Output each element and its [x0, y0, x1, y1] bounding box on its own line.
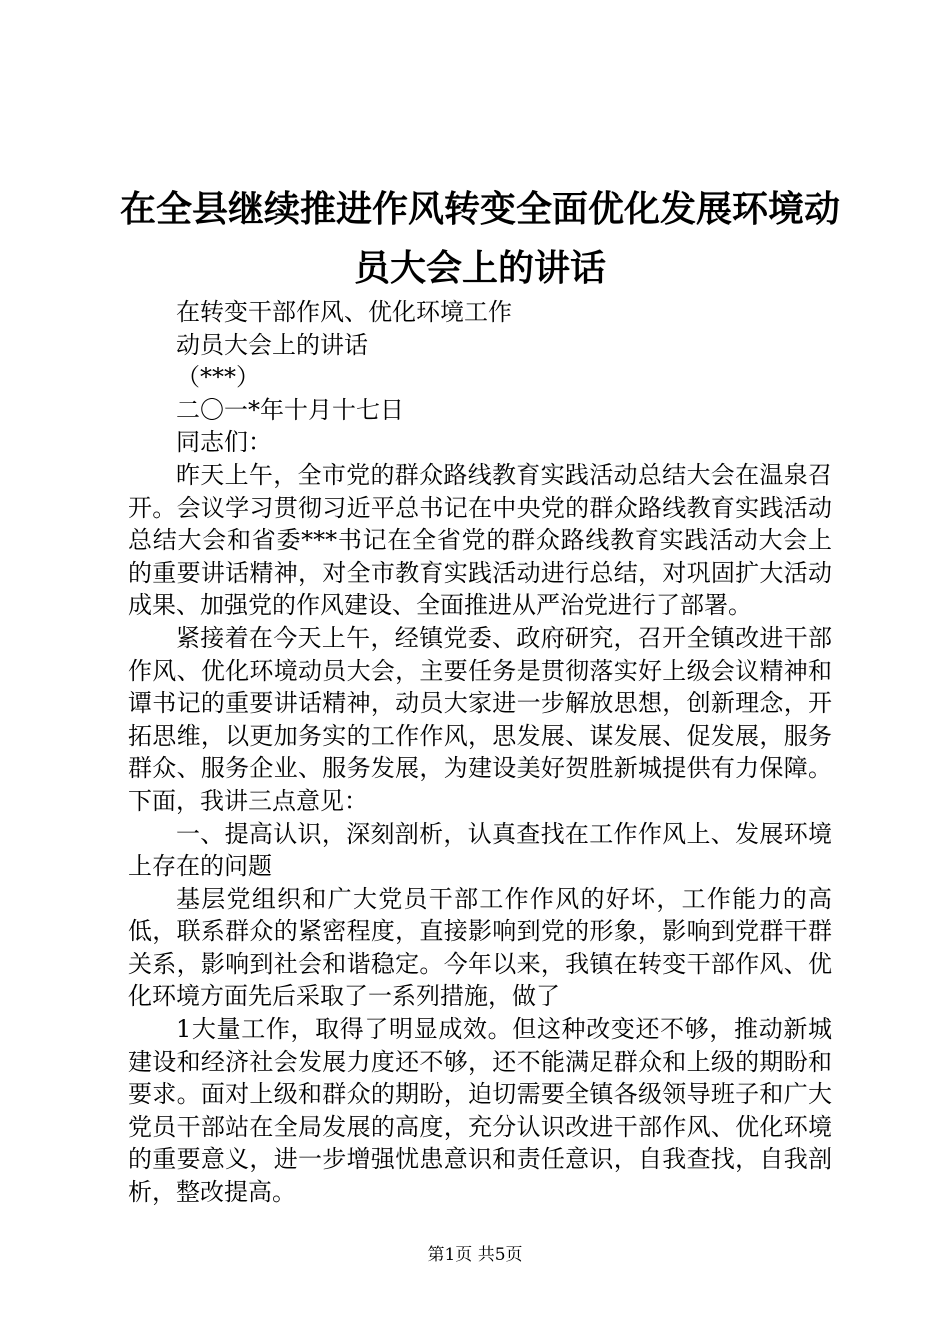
- page-footer: 第1页 共5页: [427, 1245, 523, 1265]
- section-heading: 一、提高认识，深刻剖析，认真查找在工作作风上、发展环境上存在的问题: [128, 819, 832, 881]
- speaker-line: （***）: [176, 363, 260, 392]
- subtitle-line-1: 在转变干部作风、优化环境工作: [176, 298, 512, 326]
- document-title: 在全县继续推进作风转变全面优化发展环境动员大会上的讲话: [119, 189, 840, 289]
- subtitle-line-2: 动员大会上的讲话: [176, 330, 368, 359]
- document-body: [128, 296, 832, 1209]
- paragraph: 1大量工作，取得了明显成效。但这种改变还不够，推动新城建设和经济社会发展力度还不够，还不能满足群众和上级的期盼和要求。面对上级和群众的期盼，迫切需要全镇各级领导班子和广大党员干部站在全局发展的高度，充分认识改进干部作风、优化环境的重要意义，进一步增强忧患意识和责任意识，自我查找，自我剖析，整改提高。: [128, 1015, 832, 1207]
- paragraph: 基层党组织和广大党员干部工作作风的好坏，工作能力的高低，联系群众的紧密程度，直接影响到党的形象，影响到党群干群关系，影响到社会和谐稳定。今年以来，我镇在转变干部作风、优化环境方面先后采取了一系列措施，做了: [128, 884, 832, 1011]
- paragraph: 昨天上午，全市党的群众路线教育实践活动总结大会在温泉召开。会议学习贯彻习近平总书记在中央党的群众路线教育实践活动总结大会和省委***书记在全省党的群众路线教育实践活动大会上的重要讲话精神，对全市教育实践活动进行总结，对巩固扩大活动成果、加强党的作风建设、全面推进从严治党进行了部署。: [128, 460, 832, 620]
- salutation: 同志们：: [176, 428, 272, 457]
- paragraph: 紧接着在今天上午，经镇党委、政府研究，召开全镇改进干部作风、优化环境动员大会，主要任务是贯彻落实好上级会议精神和谭书记的重要讲话精神，动员大家进一步解放思想，创新理念，开拓思维，以更加务实的工作作风，思发展、谋发展、促发展，服务群众、服务企业、服务发展，为建设美好贺胜新城提供有力保障。下面，我讲三点意见：: [128, 623, 832, 815]
- date-line: 二〇一*年十月十七日: [176, 395, 404, 424]
